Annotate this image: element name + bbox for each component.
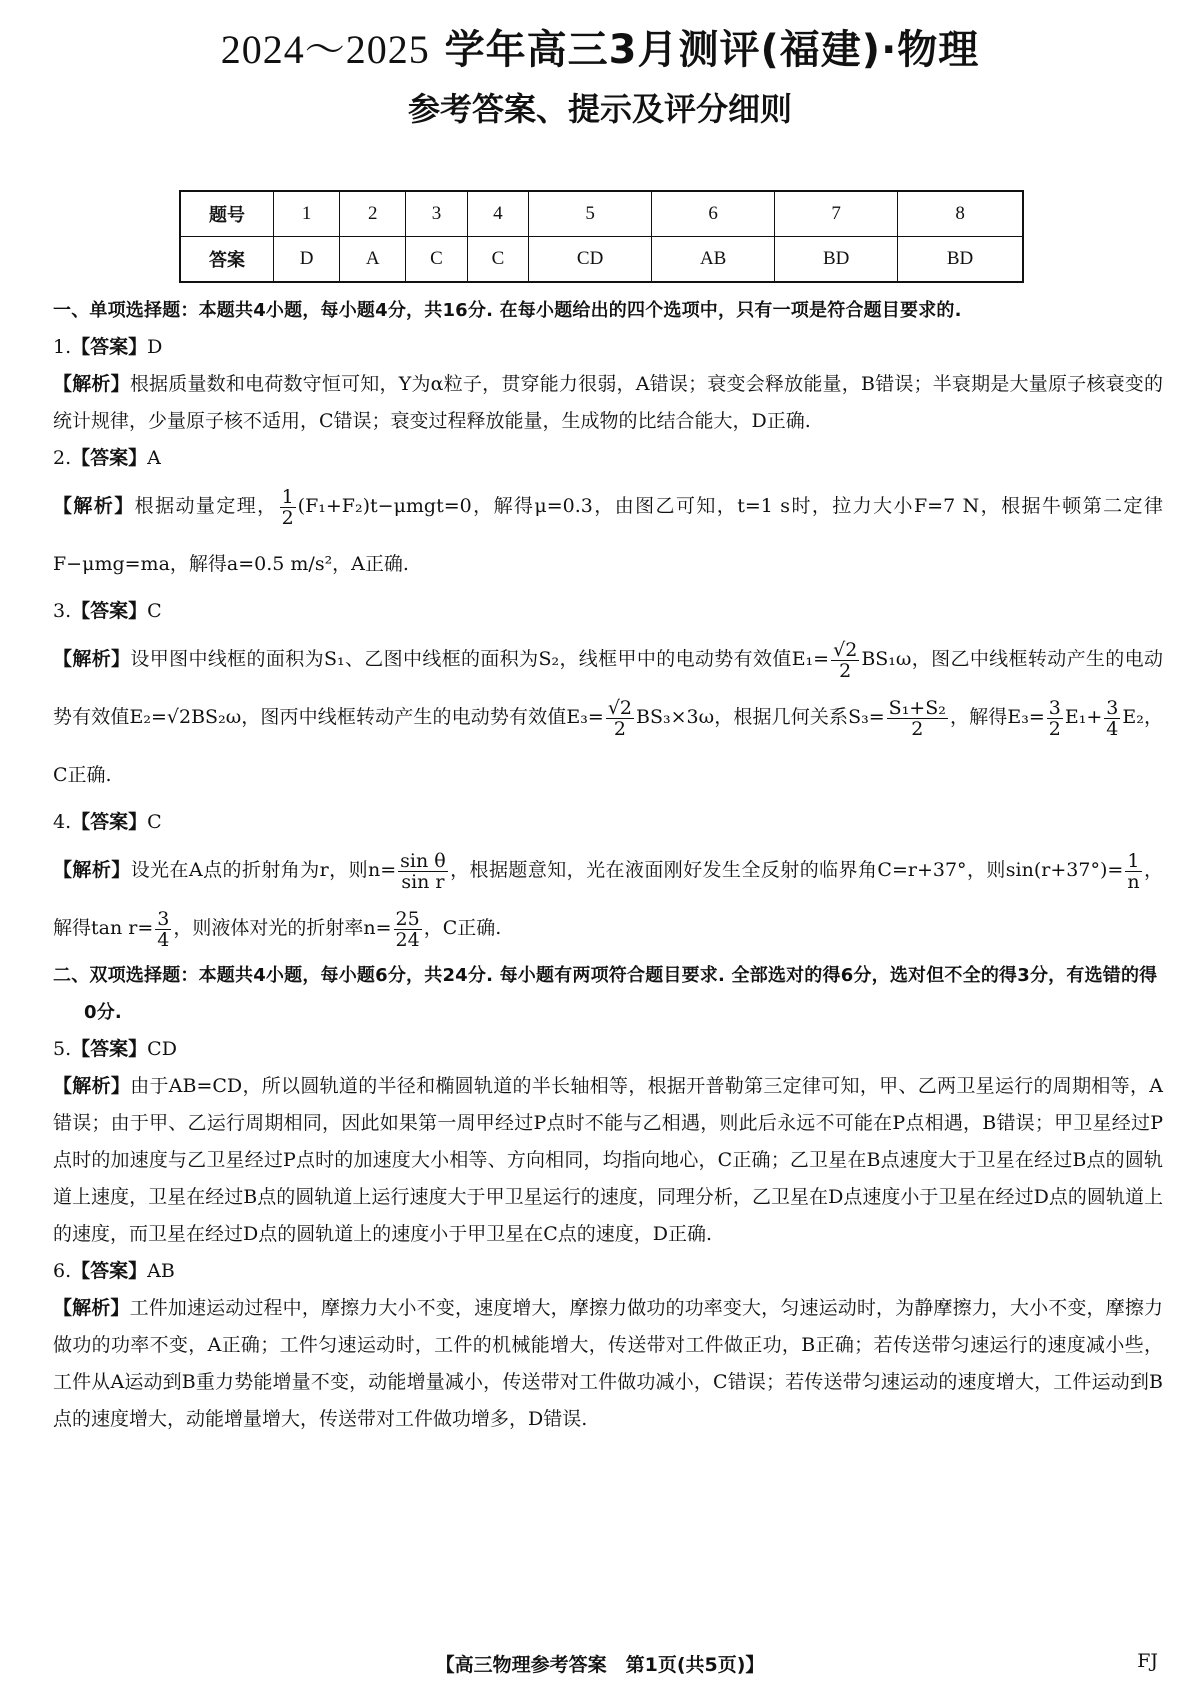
answer-label: 【答案】 <box>71 1038 148 1060</box>
table-cell: 3 <box>406 191 467 237</box>
analysis-text: ，则液体对光的折射率n= <box>173 917 392 939</box>
table-cell: 6 <box>652 191 775 237</box>
title-year: 2024～2025 <box>220 27 430 72</box>
answer-value: AB <box>147 1260 175 1282</box>
fraction <box>280 487 296 528</box>
denominator: 4 <box>157 928 170 951</box>
denominator: 2 <box>911 717 924 740</box>
fraction <box>887 698 948 739</box>
numerator: √2 <box>607 696 633 719</box>
fraction <box>1104 698 1120 739</box>
question-3-answer <box>53 593 1163 630</box>
numerator: 1 <box>281 485 294 508</box>
denominator: 2 <box>839 659 852 682</box>
analysis-text: 设光在A点的折射角为r，则n= <box>130 859 397 881</box>
denominator: 2 <box>1048 717 1061 740</box>
fraction <box>606 698 634 739</box>
question-4-answer <box>53 804 1163 841</box>
table-cell: 4 <box>467 191 528 237</box>
table-row-numbers <box>180 191 1023 237</box>
numerator: 25 <box>395 907 420 930</box>
analysis-label: 【解析】 <box>53 495 135 517</box>
table-cell: 1 <box>274 191 340 237</box>
analysis-text: 由于AB=CD，所以圆轨道的半径和椭圆轨道的半长轴相等，根据开普勒第三定律可知，甲、乙两卫星运行的周期相等，A错误；由于甲、乙运行周期相同，因此如果第一周甲经过P点时不能与乙相遇，则此后永远不可能在P点相遇，B错误；甲卫星经过P点时的加速度与乙卫星经过P点时的加速度大小相等、方向相同，均指向地心，C正确；乙卫星在B点速度大于卫星在经过B点的圆轨道上速度，卫星在经过B点的圆轨道上运行速度大于甲卫星运行的速度，同理分析，乙卫星在D点速度小于卫星在经过D点的圆轨道上的速度，而卫星在经过D点的圆轨道上的速度小于甲卫星在C点的速度，D正确. <box>53 1075 1163 1245</box>
answer-content <box>53 292 1163 1438</box>
question-1-answer <box>53 329 1163 366</box>
page-title <box>0 18 1200 75</box>
table-cell: BD <box>898 237 1023 283</box>
row-label-answer: 答案 <box>180 237 274 283</box>
table-cell: 2 <box>340 191 406 237</box>
answer-value: CD <box>147 1038 177 1060</box>
analysis-text: (F₁+F₂)t−μmgt=0，解得μ=0.3，由图乙可知，t=1 s时，拉力大小F=7 N，根据牛顿第二定律F−μmg=ma，解得a=0.5 m/s²，A正确. <box>53 495 1163 575</box>
question-number: 2. <box>53 447 72 469</box>
section-heading-single-choice: 一、单项选择题：本题共4小题，每小题4分，共16分. 在每小题给出的四个选项中，只有一项是符合题目要求的. <box>53 300 962 321</box>
analysis-text: 根据质量数和电荷数守恒可知，Y为α粒子，贯穿能力很弱，A错误；衰变会释放能量，B错误；半衰期是大量原子核衰变的统计规律，少量原子核不适用，C错误；衰变过程释放能量，生成物的比结合能大，D正确. <box>53 373 1163 432</box>
question-2-analysis <box>53 477 1163 593</box>
analysis-text: ，根据题意知，光在液面刚好发生全反射的临界角C=r+37°，则sin(r+37°)= <box>449 859 1124 881</box>
table-cell: 5 <box>529 191 652 237</box>
answer-label: 【答案】 <box>71 811 148 833</box>
question-5-answer <box>53 1031 1163 1068</box>
question-5-analysis <box>53 1068 1163 1253</box>
question-2-answer <box>53 440 1163 477</box>
question-number: 4. <box>53 811 72 833</box>
numerator: 1 <box>1125 851 1141 872</box>
answer-table <box>179 190 1024 283</box>
numerator: 3 <box>1106 696 1119 719</box>
table-cell: C <box>406 237 467 283</box>
denominator: 2 <box>613 717 626 740</box>
table-cell: 7 <box>775 191 898 237</box>
fraction <box>155 909 171 950</box>
analysis-text: 根据动量定理， <box>134 495 278 517</box>
page-footer: 【高三物理参考答案 第1页(共5页)】 <box>435 1654 765 1676</box>
analysis-label: 【解析】 <box>53 373 130 395</box>
analysis-text: ，C正确. <box>423 917 502 939</box>
denominator: n <box>1127 870 1140 893</box>
row-label-number: 题号 <box>180 191 274 237</box>
question-number: 1. <box>53 336 72 358</box>
table-cell: AB <box>652 237 775 283</box>
question-6-analysis <box>53 1290 1163 1438</box>
page-subtitle: 参考答案、提示及评分细则 <box>407 90 792 128</box>
analysis-text: E₂，C正确. <box>53 706 1163 786</box>
numerator: S₁+S₂ <box>888 696 946 719</box>
section-heading-double-choice: 二、双项选择题：本题共4小题，每小题6分，共24分. 每小题有两项符合题目要求. 全部选对的得6分，选对但不全的得3分，有选错的得0分. <box>53 965 1158 1023</box>
fraction <box>831 640 859 681</box>
analysis-text: BS₃×3ω，根据几何关系S₃= <box>636 706 885 728</box>
answer-value: C <box>147 600 162 622</box>
question-number: 3. <box>53 600 72 622</box>
analysis-text: ，解得tan r= <box>53 859 1163 939</box>
analysis-text: 设甲图中线框的面积为S₁、乙图中线框的面积为S₂，线框甲中的电动势有效值E₁= <box>130 648 830 670</box>
denominator: 4 <box>1106 717 1119 740</box>
table-cell: A <box>340 237 406 283</box>
fraction <box>394 909 422 950</box>
table-cell: D <box>274 237 340 283</box>
numerator: √2 <box>833 638 858 661</box>
answer-value: A <box>147 447 161 469</box>
fraction <box>398 851 448 892</box>
answer-label: 【答案】 <box>71 336 148 358</box>
title-rest: 学年高三3月测评(福建)·物理 <box>444 27 980 73</box>
answer-label: 【答案】 <box>71 447 148 469</box>
numerator: 3 <box>157 907 170 930</box>
analysis-label: 【解析】 <box>53 859 131 881</box>
answer-label: 【答案】 <box>71 600 148 622</box>
analysis-text: 工件加速运动过程中，摩擦力大小不变，速度增大，摩擦力做功的功率变大，匀速运动时，为静摩擦力，大小不变，摩擦力做功的功率不变，A正确；工件匀速运动时，工件的机械能增大，传送带对工件做正功，B正确；若传送带匀速运行的速度减小些，工件从A运动到B重力势能增量不变，动能增量减小，传送带对工件做功减小，C错误；若传送带匀速运动的速度增大，工件运动到B点的速度增大，动能增量增大，传送带对工件做功增多，D错误. <box>53 1297 1163 1430</box>
question-number: 5. <box>53 1038 72 1060</box>
answer-value: C <box>147 811 162 833</box>
question-3-analysis <box>53 630 1163 804</box>
numerator: 3 <box>1048 696 1061 719</box>
table-row-answers <box>180 237 1023 283</box>
answer-value: D <box>147 336 163 358</box>
denominator: 2 <box>281 506 294 529</box>
analysis-text: E₁+ <box>1064 706 1103 728</box>
region-code: FJ <box>1137 1650 1158 1672</box>
answer-label: 【答案】 <box>71 1260 148 1282</box>
question-1-analysis <box>53 366 1163 440</box>
analysis-text: BS₁ω，图乙中线框转动产生的电动势有效值E₂=√2BS₂ω，图丙中线框转动产生的电动势有效值E₃= <box>53 648 1163 728</box>
denominator: 24 <box>395 928 420 951</box>
fraction <box>1047 698 1063 739</box>
table-cell: CD <box>529 237 652 283</box>
analysis-label: 【解析】 <box>53 648 131 670</box>
numerator: sin θ <box>400 849 446 872</box>
analysis-label: 【解析】 <box>53 1297 130 1319</box>
table-cell: BD <box>775 237 898 283</box>
question-6-answer <box>53 1253 1163 1290</box>
table-cell: C <box>467 237 528 283</box>
analysis-label: 【解析】 <box>53 1075 131 1097</box>
fraction <box>1125 851 1141 892</box>
question-number: 6. <box>53 1260 72 1282</box>
table-cell: 8 <box>898 191 1023 237</box>
analysis-text: ，解得E₃= <box>949 706 1045 728</box>
denominator: sin r <box>401 870 445 893</box>
question-4-analysis <box>53 841 1163 957</box>
